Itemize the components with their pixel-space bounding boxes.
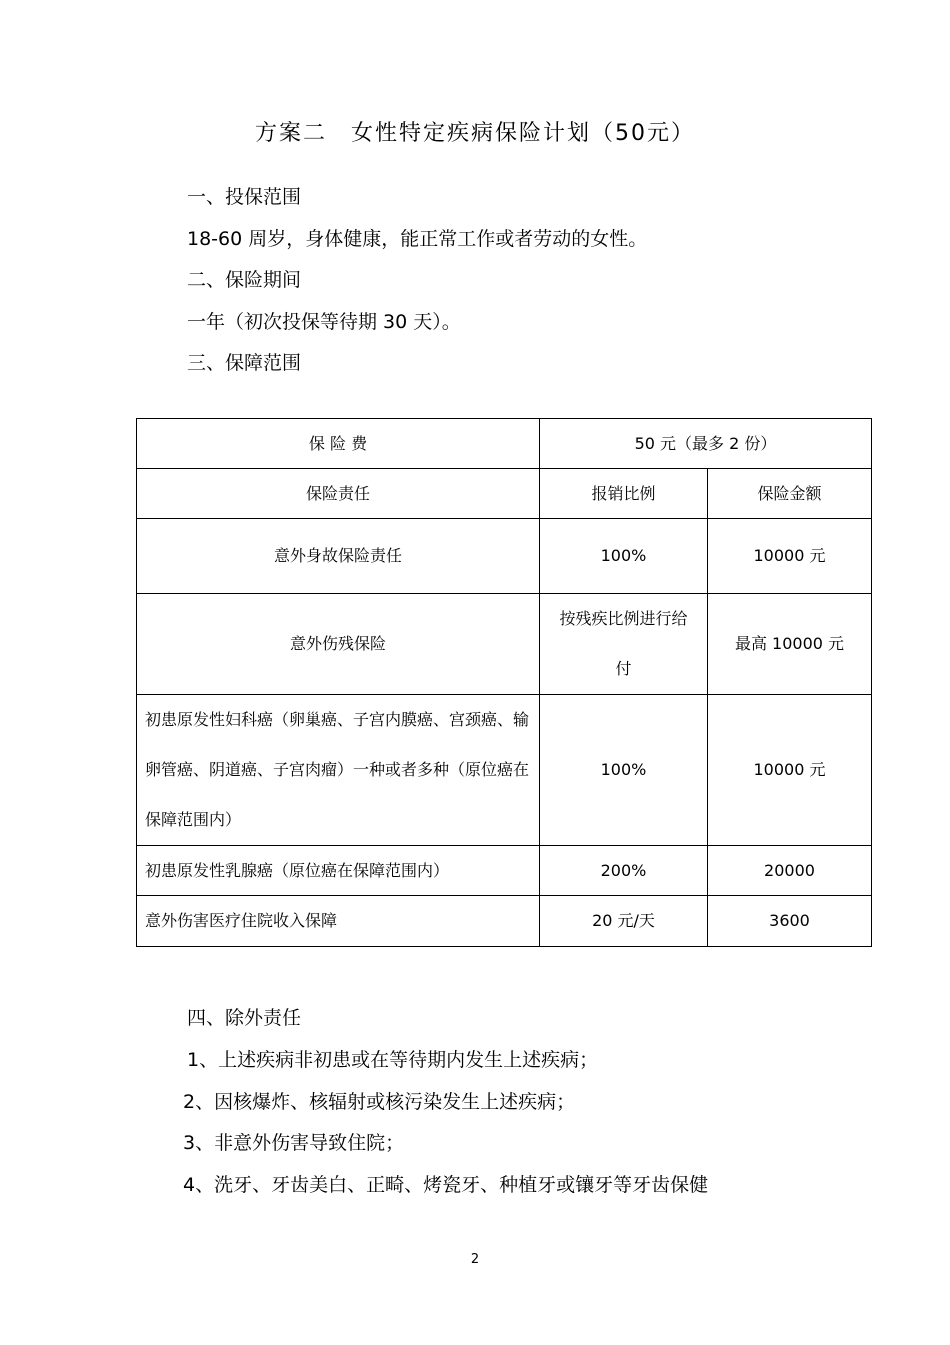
scope-heading: 一、投保范围 xyxy=(187,186,302,208)
premium-value: 50 元（最多 2 份） xyxy=(540,419,872,469)
row-liability: 意外身故保险责任 xyxy=(137,519,540,594)
page-number: 2 xyxy=(470,1252,480,1267)
table-row xyxy=(137,896,872,947)
table-row xyxy=(137,519,872,594)
period-heading: 二、保险期间 xyxy=(187,269,302,291)
exclusion-item: 1、上述疾病非初患或在等待期内发生上述疾病； xyxy=(187,1049,599,1071)
premium-label: 保 险 费 xyxy=(137,419,540,469)
exclusion-item: 3、非意外伤害导致住院； xyxy=(183,1132,405,1154)
table-row xyxy=(137,846,872,896)
table-row xyxy=(137,695,872,846)
row-liability: 意外伤害医疗住院收入保障 xyxy=(137,896,540,947)
page-title: 方案二 女性特定疾病保险计划（50元） xyxy=(255,121,695,146)
header-amount: 保险金额 xyxy=(708,469,872,519)
header-ratio: 报销比例 xyxy=(540,469,708,519)
row-ratio: 100% xyxy=(540,695,708,846)
row-amount: 10000 元 xyxy=(708,519,872,594)
row-liability: 初患原发性乳腺癌（原位癌在保障范围内） xyxy=(137,846,540,896)
row-amount: 最高 10000 元 xyxy=(708,594,872,695)
scope-text: 18-60 周岁，身体健康，能正常工作或者劳动的女性。 xyxy=(187,228,648,250)
row-amount: 20000 xyxy=(708,846,872,896)
exclusion-item: 4、洗牙、牙齿美白、正畸、烤瓷牙、种植牙或镶牙等牙齿保健 xyxy=(183,1174,709,1196)
exclusions-heading: 四、除外责任 xyxy=(187,1007,302,1029)
table-row xyxy=(137,594,872,695)
row-liability: 意外伤残保险 xyxy=(137,594,540,695)
row-ratio: 20 元/天 xyxy=(540,896,708,947)
row-ratio: 100% xyxy=(540,519,708,594)
header-liability: 保险责任 xyxy=(137,469,540,519)
row-liability: 初患原发性妇科癌（卵巢癌、子宫内膜癌、宫颈癌、输卵管癌、阴道癌、子宫肉瘤）一种或者多种（原位癌在保障范围内） xyxy=(137,695,540,846)
row-ratio: 200% xyxy=(540,846,708,896)
table-header-row xyxy=(137,469,872,519)
exclusion-item: 2、因核爆炸、核辐射或核污染发生上述疾病； xyxy=(183,1091,576,1113)
period-text: 一年（初次投保等待期 30 天）。 xyxy=(187,311,461,333)
row-ratio: 按残疾比例进行给付 xyxy=(540,594,708,695)
coverage-heading: 三、保障范围 xyxy=(187,352,302,374)
row-amount: 3600 xyxy=(708,896,872,947)
premium-row xyxy=(137,419,872,469)
row-amount: 10000 元 xyxy=(708,695,872,846)
coverage-table xyxy=(136,418,872,947)
